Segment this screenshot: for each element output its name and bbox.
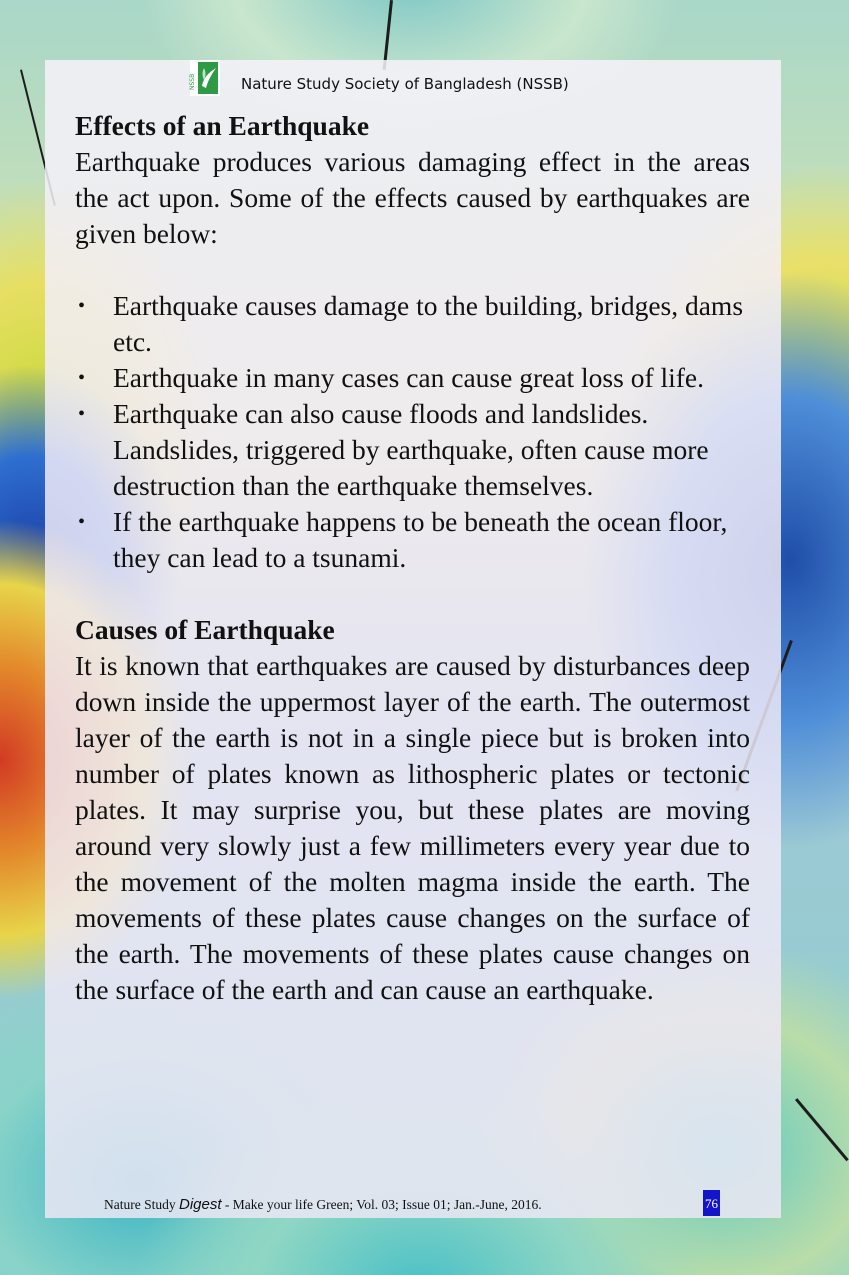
bullet-icon: • <box>78 295 86 317</box>
bullet-icon: • <box>78 511 86 533</box>
journal-name: Digest <box>179 1196 222 1213</box>
effects-intro-paragraph: Earthquake produces various damaging effect in the areas the act upon. Some of the effects caused by earthquakes are given below: <box>75 146 750 249</box>
list-item <box>75 396 750 504</box>
bullet-icon: • <box>78 367 86 389</box>
page-footer <box>104 1196 542 1213</box>
society-name: Nature Study Society of Bangladesh (NSSB) <box>241 75 569 93</box>
effects-list <box>75 288 750 576</box>
section-heading-effects: Effects of an Earthquake <box>75 110 370 141</box>
list-item-text: Earthquake can also cause floods and landslides. Landslides, triggered by earthquake, often cause more destruction than the earthquake themselves. <box>113 398 709 501</box>
list-item <box>75 360 750 396</box>
journal-prefix: Nature Study <box>104 1197 176 1212</box>
nssb-logo <box>190 60 220 96</box>
list-item <box>75 288 750 360</box>
list-item-text: Earthquake in many cases can cause great loss of life. <box>113 362 705 393</box>
causes-paragraph: It is known that earthquakes are caused by disturbances deep down inside the uppermost layer of the earth. The outermost layer of the earth is not in a single piece but is broken into number of plates known as lithospheric plates or tectonic plates. It may surprise you, but these plates are moving around very slowly just a few millimeters every year due to the movement of the molten magma inside the earth. The movements of these plates cause changes on the surface of the earth. The movements of these plates cause changes on the surface of the earth and can cause an earthquake. <box>75 650 750 1005</box>
background-fault-line <box>795 1098 849 1161</box>
bullet-icon: • <box>78 403 86 425</box>
list-item-text: Earthquake causes damage to the building, bridges, dams etc. <box>113 290 744 357</box>
section-heading-causes: Causes of Earthquake <box>75 614 335 645</box>
article-body <box>75 108 750 1008</box>
list-item-text: If the earthquake happens to be beneath the ocean floor, they can lead to a tsunami. <box>113 506 728 573</box>
svg-text:NSSB: NSSB <box>189 73 196 90</box>
journal-details: - Make your life Green; Vol. 03; Issue 01; Jan.-June, 2016. <box>224 1197 542 1212</box>
list-item <box>75 504 750 576</box>
page-number: 76 <box>703 1190 720 1216</box>
